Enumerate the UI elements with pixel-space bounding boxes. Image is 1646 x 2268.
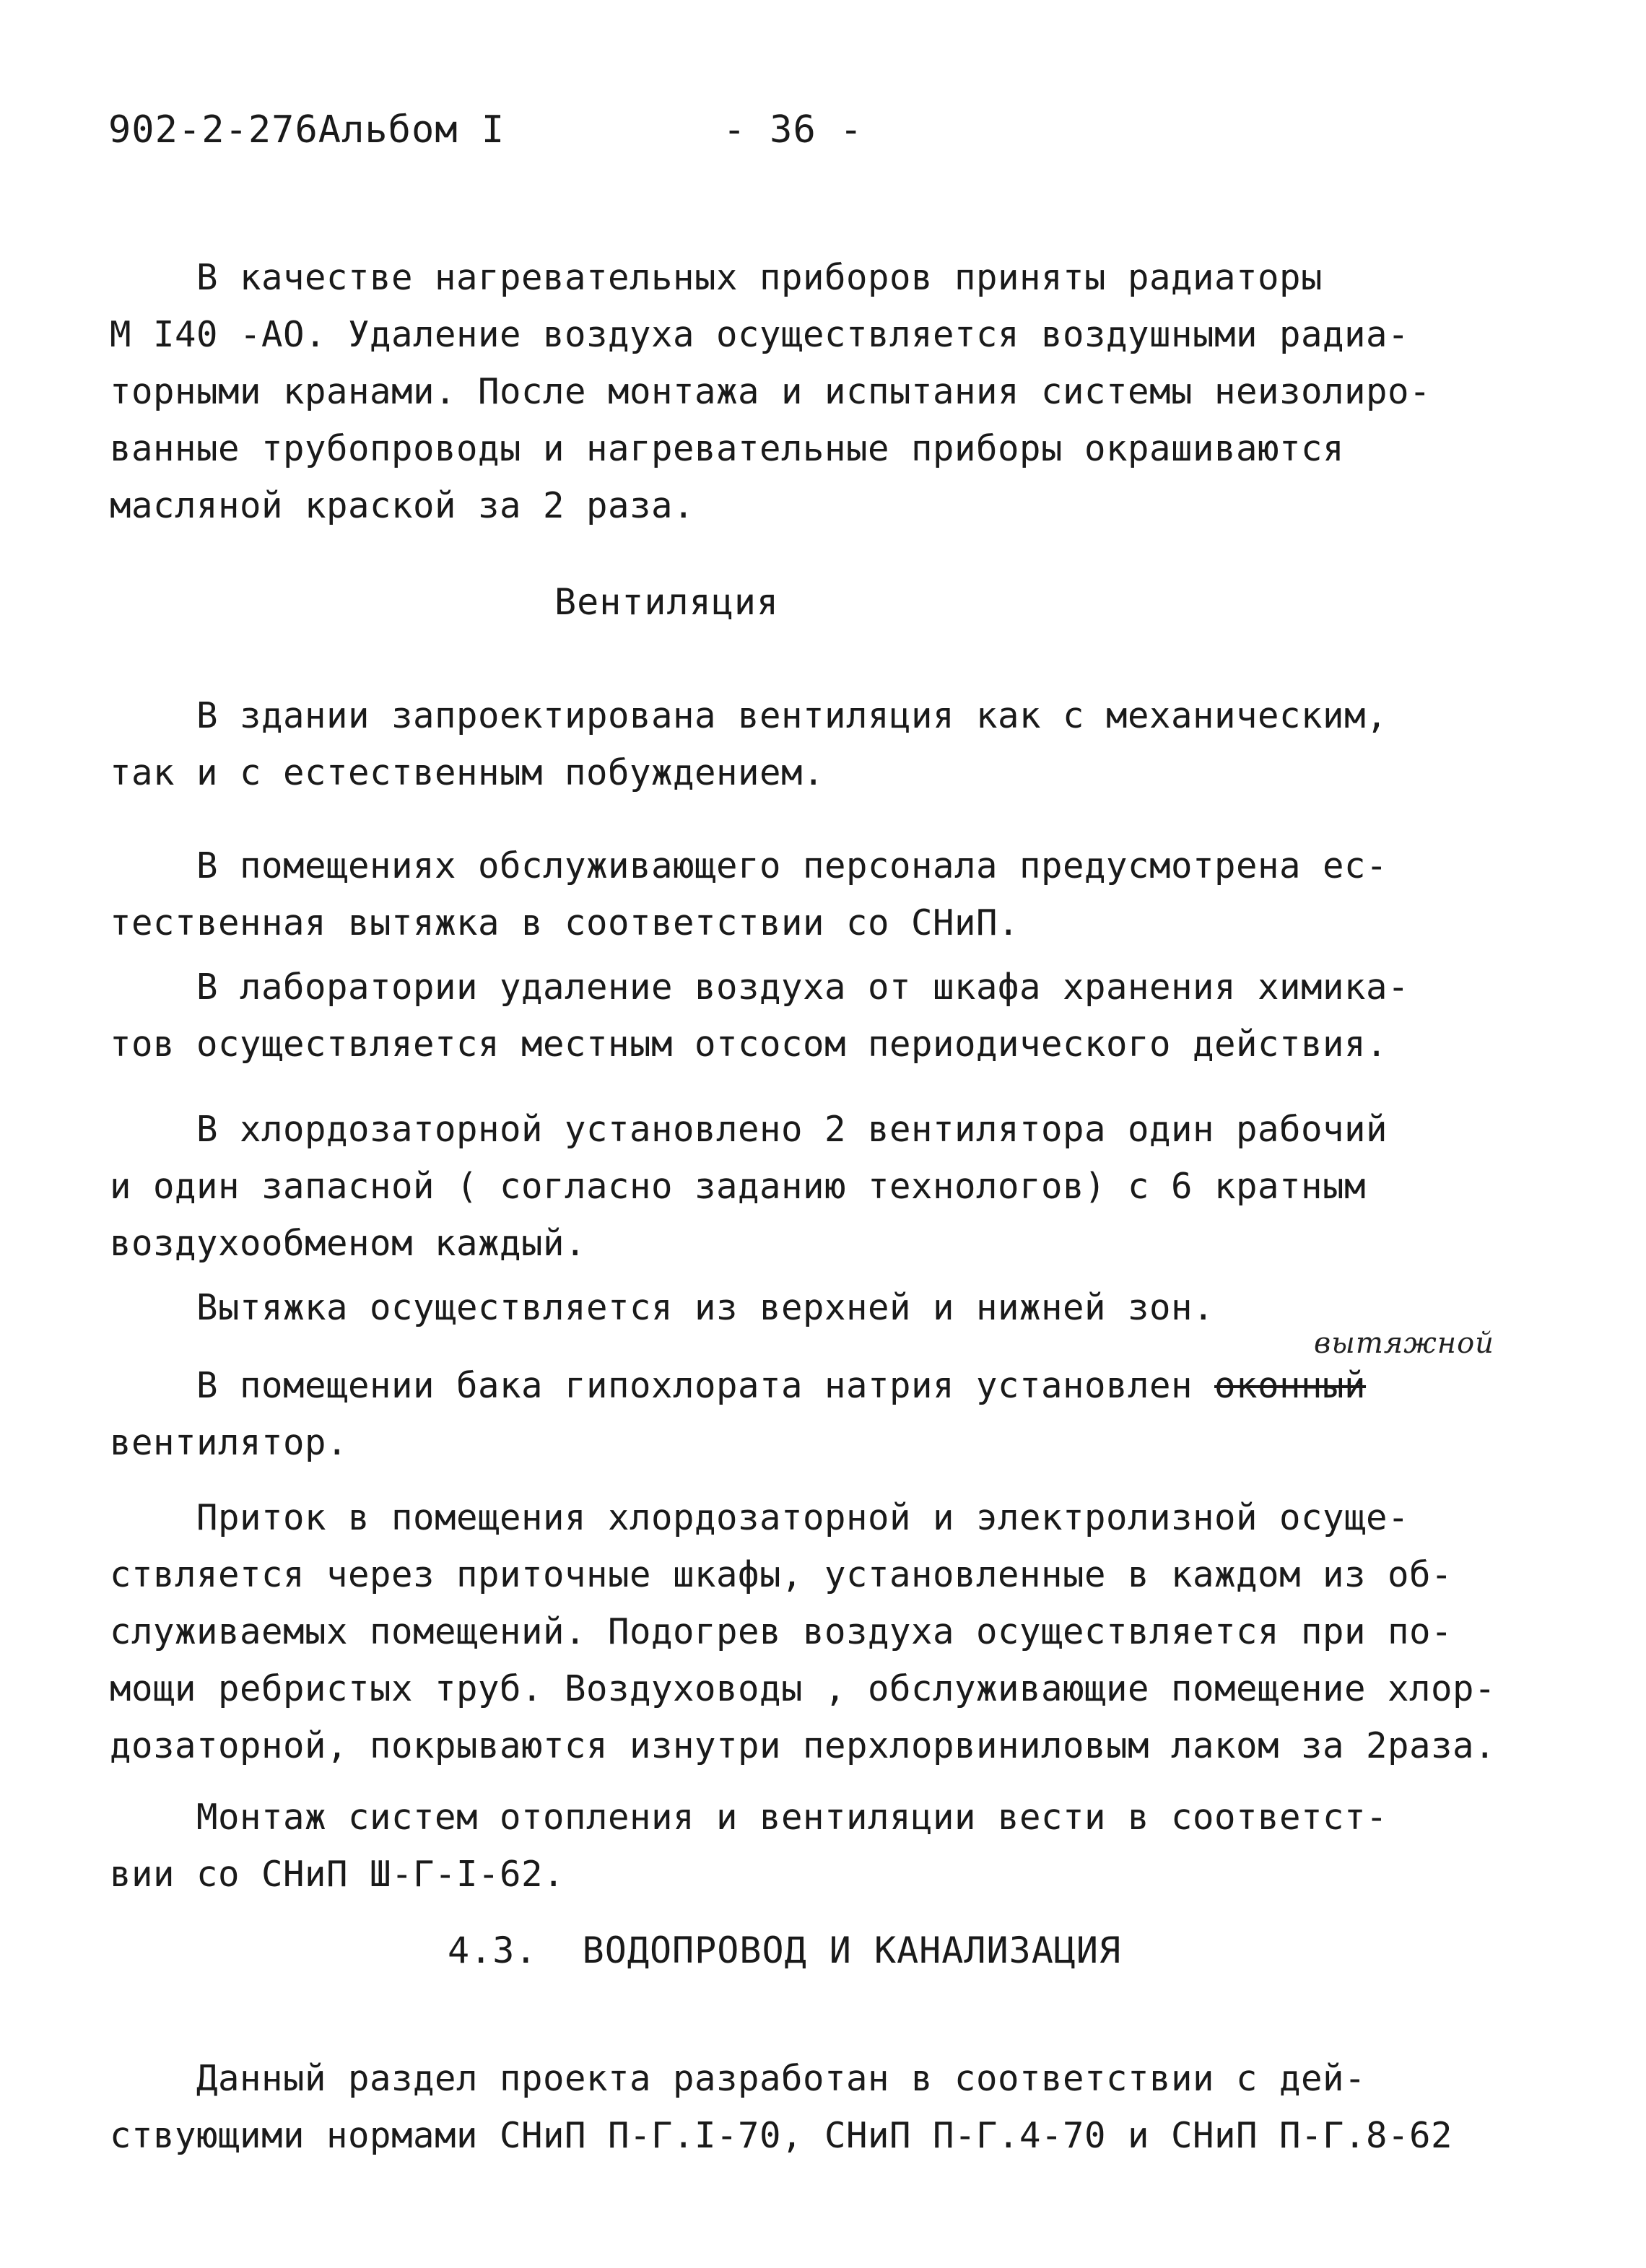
text-line: воздухообменом каждый.: [110, 1223, 587, 1264]
text-line: В помещении бака гипохлората натрия установлен: [110, 1365, 1215, 1406]
paragraph-exhaust-zones: [110, 1279, 1525, 1336]
text-line: так и с естественным побуждением.: [110, 752, 825, 793]
text-line: Вытяжка осуществляется из верхней и нижней зон.: [110, 1287, 1215, 1328]
paragraph-laboratory: [110, 959, 1525, 1073]
page-header: [108, 108, 863, 152]
text-line: вии со СНиП Ш-Г-I-62.: [110, 1854, 565, 1895]
paragraph-water-intro: [110, 2050, 1525, 2164]
section-heading-water: [448, 1929, 1121, 1971]
text-line: Данный раздел проекта разработан в соответствии с дей-: [110, 2058, 1367, 2099]
text-line: вентилятор.: [110, 1422, 349, 1463]
section-number: 4.3.: [448, 1929, 538, 1971]
album-label: Альбом I: [318, 108, 505, 152]
text-line: Монтаж систем отопления и вентиляции вести в соответст-: [110, 1797, 1388, 1838]
text-line: масляной краской за 2 раза.: [110, 485, 695, 526]
text-line: тественная вытяжка в соответствии со СНиП.: [110, 902, 1020, 943]
text-line: В качестве нагревательных приборов приняты радиаторы: [110, 257, 1323, 298]
text-line: В хлордозаторной установлено 2 вентилятора один рабочий: [110, 1109, 1388, 1150]
paragraph-installation: [110, 1789, 1525, 1903]
text-line: дозаторной, покрываются изнутри перхлорвиниловым лаком за 2раза.: [110, 1725, 1497, 1766]
paragraph-chlorination-room: [110, 1101, 1525, 1272]
paragraph-staff-rooms: [110, 837, 1525, 951]
text-line: В лаборатории удаление воздуха от шкафа хранения химика-: [110, 967, 1410, 1008]
heading-ventilation: Вентиляция: [554, 581, 780, 623]
text-line: и один запасной ( согласно заданию технологов) с 6 кратным: [110, 1166, 1367, 1207]
text-line: ствующими нормами СНиП П-Г.I-70, СНиП П-Г.4-70 и СНиП П-Г.8-62: [110, 2115, 1453, 2156]
handwritten-correction: вытяжной: [1314, 1327, 1494, 1360]
section-title: ВОДОПРОВОД И КАНАЛИЗАЦИЯ: [582, 1929, 1122, 1971]
text-line: ванные трубопроводы и нагревательные приборы окрашиваются: [110, 428, 1345, 469]
text-line: служиваемых помещений. Подогрев воздуха осуществляется при по-: [110, 1611, 1453, 1652]
text-line: М I40 -АО. Удаление воздуха осуществляется воздушными радиа-: [110, 314, 1410, 355]
text-line: тов осуществляется местным отсосом периодического действия.: [110, 1024, 1388, 1065]
text-line: торными кранами. После монтажа и испытания системы неизолиро-: [110, 371, 1432, 412]
text-line: В здании запроектирована вентиляция как с механическим,: [110, 695, 1388, 736]
paragraph-inflow: [110, 1489, 1525, 1774]
text-line: ствляется через приточные шкафы, установленные в каждом из об-: [110, 1554, 1453, 1595]
paragraph-heating-devices: [110, 249, 1525, 534]
paragraph-ventilation-types: [110, 687, 1525, 801]
struck-word: оконный: [1214, 1365, 1367, 1406]
text-line: В помещениях обслуживающего персонала предусмотрена ес-: [110, 845, 1388, 886]
paragraph-hypochlorite: [110, 1357, 1525, 1471]
page-number: - 36 -: [723, 108, 863, 152]
text-line: Приток в помещения хлордозаторной и электролизной осуще-: [110, 1497, 1410, 1538]
document-code: [108, 108, 505, 152]
project-code: 902-2-276: [108, 108, 318, 152]
text-line: мощи ребристых труб. Воздуховоды , обслуживающие помещение хлор-: [110, 1668, 1497, 1709]
